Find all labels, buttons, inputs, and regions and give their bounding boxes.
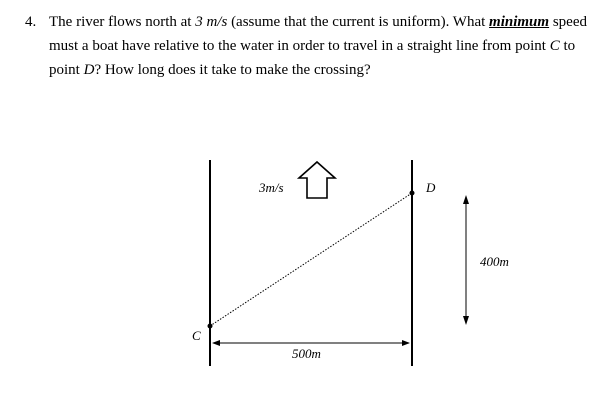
- crossing-path-line: [210, 193, 412, 326]
- width-label: 500m: [292, 346, 321, 361]
- point-d-ref: D: [83, 62, 95, 78]
- point-c-ref: C: [549, 38, 560, 54]
- current-arrow-icon: [299, 162, 335, 198]
- question-number: 4.: [25, 14, 37, 30]
- question-text-part-5: ? How long does it take to make the crossing?: [94, 62, 371, 78]
- minimum-emphasis: minimum: [489, 14, 550, 30]
- question-text-part-4: to point: [49, 38, 576, 78]
- height-label: 400m: [480, 254, 509, 269]
- width-arrowhead-right: [402, 340, 410, 346]
- question-text-part-3: speed must a boat have relative to the water in order to travel in a straight line from point: [49, 14, 587, 54]
- speed-unit: m/s: [206, 14, 228, 30]
- height-arrowhead-top: [463, 195, 469, 204]
- point-d-dot: [410, 191, 415, 196]
- point-c-label: C: [192, 328, 201, 343]
- point-d-label: D: [426, 180, 436, 195]
- height-arrowhead-bottom: [463, 316, 469, 325]
- current-speed-label: 3m/s: [259, 180, 284, 195]
- width-arrowhead-left: [212, 340, 220, 346]
- point-c-dot: [208, 324, 213, 329]
- speed-value: 3: [195, 14, 203, 30]
- question-text-part-2: (assume that the current is uniform). What: [227, 14, 490, 30]
- question-text-part-1: The river flows north at: [49, 14, 196, 30]
